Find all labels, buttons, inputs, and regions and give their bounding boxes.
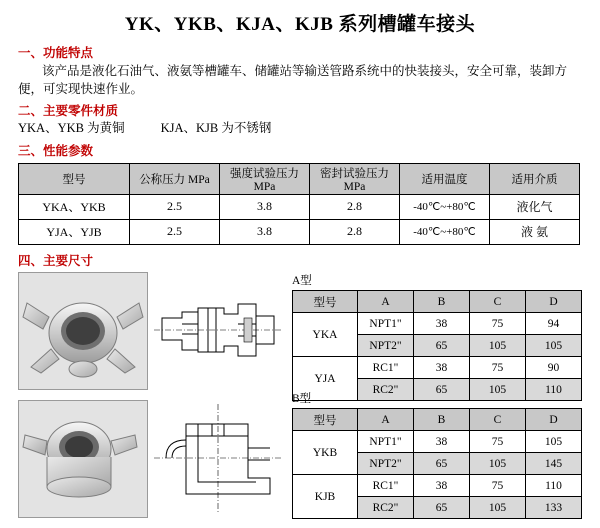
technical-drawing-a xyxy=(152,272,284,388)
product-photo-b xyxy=(18,400,148,518)
table-row xyxy=(19,194,580,219)
perf-cell-model: YKA、YKB xyxy=(19,194,130,219)
dim-a-header-d: D xyxy=(526,291,582,313)
dim-b-cell-a: NPT2" xyxy=(358,453,414,475)
dim-b-cell-c: 75 xyxy=(470,431,526,453)
dim-b-model-ykb: YKB xyxy=(293,431,358,475)
dim-a-model-yka: YKA xyxy=(293,313,358,357)
perf-header-nominal-pressure: 公称压力 MPa xyxy=(130,163,220,194)
dim-a-cell-b: 65 xyxy=(414,335,470,357)
perf-cell-temp: -40℃~+80℃ xyxy=(400,194,490,219)
dim-a-cell-c: 105 xyxy=(470,335,526,357)
material-brass: YKA、YKB 为黄铜 xyxy=(18,121,125,136)
dim-a-cell-a: RC1" xyxy=(358,357,414,379)
performance-table xyxy=(18,163,580,245)
dim-b-cell-a: NPT1" xyxy=(358,431,414,453)
dim-a-cell-a: RC2" xyxy=(358,379,414,401)
dim-b-cell-c: 105 xyxy=(470,497,526,519)
dim-b-cell-b: 38 xyxy=(414,431,470,453)
dim-a-model-yja: YJA xyxy=(293,357,358,401)
dim-b-header-model: 型号 xyxy=(293,409,358,431)
table-row xyxy=(293,475,582,497)
figure-row-b xyxy=(18,400,286,518)
perf-cell-medium: 液 氨 xyxy=(490,219,580,244)
dim-b-cell-d: 105 xyxy=(526,431,582,453)
drawing-a-graphic xyxy=(152,272,284,388)
dim-b-cell-b: 65 xyxy=(414,497,470,519)
dim-a-header-a: A xyxy=(358,291,414,313)
drawing-b-graphic xyxy=(152,400,284,516)
dim-a-cell-d: 94 xyxy=(526,313,582,335)
section-2-heading: 二、主要零件材质 xyxy=(18,104,119,119)
page-title: YK、YKB、KJA、KJB 系列槽罐车接头 xyxy=(124,14,476,35)
table-header-row xyxy=(19,163,580,194)
dim-b-cell-d: 145 xyxy=(526,453,582,475)
table-row xyxy=(19,219,580,244)
dim-a-cell-c: 75 xyxy=(470,313,526,335)
dim-a-cell-b: 38 xyxy=(414,357,470,379)
dim-a-cell-b: 38 xyxy=(414,313,470,335)
dim-b-cell-b: 38 xyxy=(414,475,470,497)
dim-a-cell-d: 105 xyxy=(526,335,582,357)
dim-table-a-label: A型 xyxy=(292,275,312,287)
table-row xyxy=(293,313,582,335)
table-header-row xyxy=(293,409,582,431)
dim-b-header-a: A xyxy=(358,409,414,431)
product-photo-a xyxy=(18,272,148,390)
section-1-body: 该产品是液化石油气、液氨等槽罐车、储罐站等输送管路系统中的快装接头，安全可靠，装卸方便，可实现快速作业。 xyxy=(18,64,568,97)
dim-b-cell-a: RC1" xyxy=(358,475,414,497)
dim-a-cell-a: NPT2" xyxy=(358,335,414,357)
perf-cell-seal: 2.8 xyxy=(310,219,400,244)
dim-table-a-wrap xyxy=(292,272,582,401)
perf-header-seal-pressure: 密封试验压力 MPa xyxy=(310,163,400,194)
perf-cell-nominal: 2.5 xyxy=(130,219,220,244)
dim-b-header-c: C xyxy=(470,409,526,431)
perf-header-temperature: 适用温度 xyxy=(400,163,490,194)
technical-drawing-b xyxy=(152,400,284,516)
dimension-table-b xyxy=(292,408,582,519)
dim-b-header-b: B xyxy=(414,409,470,431)
dim-a-cell-c: 75 xyxy=(470,357,526,379)
perf-header-medium: 适用介质 xyxy=(490,163,580,194)
perf-cell-nominal: 2.5 xyxy=(130,194,220,219)
material-steel: KJA、KJB 为不锈钢 xyxy=(160,121,272,136)
dim-b-header-d: D xyxy=(526,409,582,431)
perf-cell-strength: 3.8 xyxy=(220,219,310,244)
section-4-heading: 四、主要尺寸 xyxy=(18,253,94,268)
dim-b-cell-d: 110 xyxy=(526,475,582,497)
perf-cell-temp: -40℃~+80℃ xyxy=(400,219,490,244)
dim-b-cell-c: 105 xyxy=(470,453,526,475)
dim-table-b-label: B型 xyxy=(292,393,312,405)
dimension-table-a xyxy=(292,290,582,401)
dim-b-cell-c: 75 xyxy=(470,475,526,497)
table-row xyxy=(293,431,582,453)
table-row xyxy=(293,357,582,379)
section-3-heading: 三、性能参数 xyxy=(18,143,94,158)
dim-a-header-b: B xyxy=(414,291,470,313)
dim-b-cell-b: 65 xyxy=(414,453,470,475)
dim-table-b-wrap xyxy=(292,390,582,519)
dim-a-cell-c: 105 xyxy=(470,379,526,401)
perf-cell-seal: 2.8 xyxy=(310,194,400,219)
dim-a-header-c: C xyxy=(470,291,526,313)
dim-b-cell-a: RC2" xyxy=(358,497,414,519)
dim-a-header-model: 型号 xyxy=(293,291,358,313)
perf-cell-strength: 3.8 xyxy=(220,194,310,219)
coupling-photo-b-graphic xyxy=(19,401,147,517)
section-1-heading: 一、功能特点 xyxy=(18,46,94,60)
dim-a-cell-d: 110 xyxy=(526,379,582,401)
dim-a-cell-b: 65 xyxy=(414,379,470,401)
figure-column xyxy=(18,272,286,528)
section-2-body xyxy=(18,120,600,138)
figure-row-a xyxy=(18,272,286,390)
dim-a-cell-a: NPT1" xyxy=(358,313,414,335)
dim-a-cell-d: 90 xyxy=(526,357,582,379)
dim-b-model-kjb: KJB xyxy=(293,475,358,519)
table-header-row xyxy=(293,291,582,313)
coupling-photo-a-graphic xyxy=(19,273,147,389)
perf-cell-model: YJA、YJB xyxy=(19,219,130,244)
perf-cell-medium: 液化气 xyxy=(490,194,580,219)
dim-b-cell-d: 133 xyxy=(526,497,582,519)
perf-header-strength-pressure: 强度试验压力 MPa xyxy=(220,163,310,194)
perf-header-model: 型号 xyxy=(19,163,130,194)
